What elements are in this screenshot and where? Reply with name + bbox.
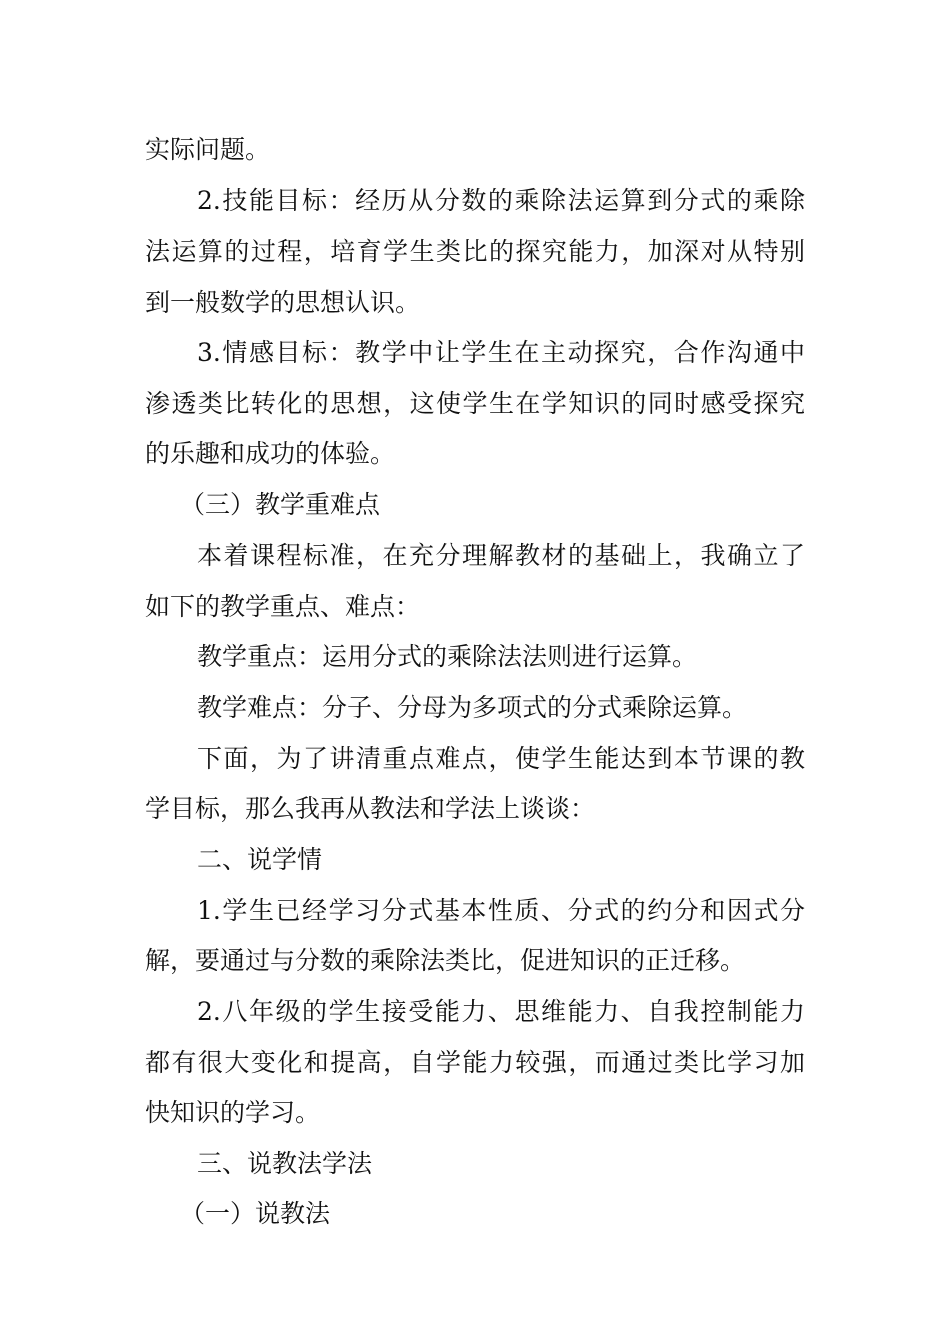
paragraph-transition: 下面，为了讲清重点难点，使学生能达到本节课的教 — [197, 744, 805, 773]
section-heading-methods: 三、说教法学法 — [197, 1149, 373, 1178]
paragraph-emotion-goal: 3.情感目标：教学中让学生在主动探究，合作沟通中 — [197, 338, 805, 367]
teaching-focus: 教学重点：运用分式的乘除法法则进行运算。 — [197, 642, 698, 671]
text-line: 实际问题。 — [145, 135, 271, 164]
paragraph-student-2: 2.八年级的学生接受能力、思维能力、自我控制能力 — [197, 997, 805, 1026]
subsection-heading-teaching-method: （一）说教法 — [180, 1199, 331, 1228]
text-line: 解，要通过与分数的乘除法类比，促进知识的正迁移。 — [145, 946, 746, 975]
section-heading-key-points: （三）教学重难点 — [180, 490, 381, 519]
paragraph-skill-goal: 2.技能目标：经历从分数的乘除法运算到分式的乘除 — [197, 186, 805, 215]
text-line: 法运算的过程，培育学生类比的探究能力，加深对从特别 — [145, 237, 805, 266]
text-line: 学目标，那么我再从教法和学法上谈谈： — [145, 794, 596, 823]
section-heading-student-analysis: 二、说学情 — [197, 845, 323, 874]
text-line: 到一般数学的思想认识。 — [145, 288, 421, 317]
text-line: 都有很大变化和提高，自学能力较强，而通过类比学习加 — [145, 1048, 805, 1077]
paragraph-student-1: 1.学生已经学习分式基本性质、分式的约分和因式分 — [197, 896, 805, 925]
text-line: 如下的教学重点、难点： — [145, 592, 421, 621]
text-line: 的乐趣和成功的体验。 — [145, 439, 396, 468]
paragraph-key-points-intro: 本着课程标准，在充分理解教材的基础上，我确立了 — [197, 541, 805, 570]
text-line: 快知识的学习。 — [145, 1098, 321, 1127]
teaching-difficulty: 教学难点：分子、分母为多项式的分式乘除运算。 — [197, 693, 748, 722]
text-line: 渗透类比转化的思想，这使学生在学知识的同时感受探究 — [145, 389, 805, 418]
